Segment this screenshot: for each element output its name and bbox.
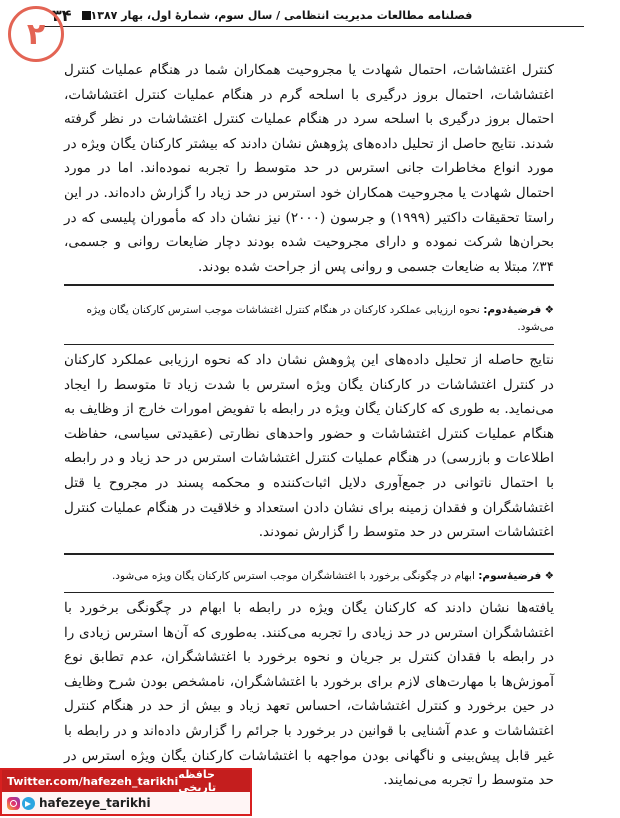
watermark-twitter-row xyxy=(2,770,250,792)
divider xyxy=(64,592,554,593)
telegram-icon xyxy=(22,797,35,810)
social-watermark xyxy=(0,768,252,816)
hypothesis-2-text: نحوه ارزیابی عملکرد کارکنان در هنگام کنترل اغتشاشات موجب استرس کارکنان یگان ویژه می‌شود. xyxy=(86,304,554,333)
page-header xyxy=(40,4,584,27)
badge-number: ۲ xyxy=(26,16,46,52)
body-paragraph-3: یافته‌ها نشان دادند که کارکنان یگان ویژه در رابطه با ابهام در چگونگی برخورد با اغتشاشگران استرس در حد زیادی را تجربه می‌کنند. به‌طوری که آن‌ها استرس زیادی را در رابطه با فقدان کنترل بر جریان و نحوه برخورد با اغتشاشگران، عدم تطابق نوع آموزش‌ها با مهارت‌های لازم برای برخورد با اغتشاشگران، نامشخص بودن شرح وظایف در حین برخورد و کنترل اغتشاشات، احساس تعهد زیاد و بیش از حد در هنگام کنترل اغتشاشات و عدم آشنایی با قوانین در برخورد با جرائم را گزارش داده‌اند و در رابطه با غیر قابل پیش‌بینی و ناگهانی بودن مواجهه با اغتشاشات کارکنان یگان ویژه استرس در حد متوسط را تجربه می‌نمایند. xyxy=(64,600,554,789)
instagram-icon xyxy=(7,797,20,810)
hypothesis-3-text: ابهام در چگونگی برخورد با اغتشاشگران موجب استرس کارکنان یگان ویژه می‌شود. xyxy=(111,570,475,582)
diamond-bullet-icon: ❖ xyxy=(541,304,554,316)
hypothesis-3 xyxy=(64,568,554,585)
hypothesis-2-label: فرضیهٔ‌دوم: xyxy=(483,304,542,316)
journal-title: فصلنامه مطالعات مدیریت انتظامی / سال سوم، شمارهٔ اول، بهار ۱۳۸۷ xyxy=(90,8,473,22)
hypothesis-2 xyxy=(64,302,554,336)
body-paragraph-2: نتایج حاصله از تحلیل داده‌های این پژوهش نشان داد که نحوه ارزیابی عملکرد کارکنان در کنترل اغتشاشات در کارکنان یگان ویژه استرس با شدت زیاد تا متوسط را ایجاد می‌نماید. به طوری که کارکنان یگان ویژه در رابطه با تفویض امورات خارج از وظایف به هنگام عملیات کنترل اغتشاشات و حضور واحدهای نظارتی (عقیدتی سیاسی، حفاظت اطلاعات و بازرسی) در هنگام عملیات کنترل اغتشاشات استرس در حد زیاد و در رابطه با احتمال ناتوانی در جمع‌آوری دلایل اثبات‌کننده و محکمه پسند در مجروح یا قتل اغتشاشگران و فقدان زمینه برای نشان دادن استعداد و خلاقیت در هنگام عملیات کنترل اغتشاشات استرس در حد متوسط را گزارش نمودند. xyxy=(64,352,554,541)
page-number: ۳۴ xyxy=(52,5,72,25)
twitter-handle: Twitter.com/hafezeh_tarikhi xyxy=(7,774,179,788)
brand-name: حافظه تاریخی xyxy=(178,768,217,794)
instagram-handle: hafezeye_tarikhi xyxy=(39,796,151,810)
watermark-instagram-row xyxy=(2,792,250,814)
circled-number-badge xyxy=(8,6,64,62)
divider xyxy=(64,284,554,286)
divider xyxy=(64,553,554,555)
square-bullet-icon xyxy=(82,11,91,20)
body-paragraph-1: کنترل اغتشاشات، احتمال شهادت یا مجروحیت همکاران شما در هنگام عملیات کنترل اغتشاشات، احتمال بروز درگیری با اسلحه گرم در هنگام عملیات کنترل اغتشاشات، احتمال بروز درگیری با اسلحه سرد در هنگام عملیات کنترل اغتشاشات در نظر گرفته شدند. نتایج حاصل از تحلیل داده‌های پژوهش نشان دادند که بیشتر کارکنان یگان ویژه در مورد انواع مخاطرات جانی استرس در حد متوسط را تجربه نموده‌اند. اما در مورد احتمال شهادت یا مجروحیت همکاران خود استرس در حد زیاد را گزارش داده‌اند. در این راستا تحقیقات داکتیر (۱۹۹۹) و جرسون (۲۰۰۰) نیز نشان داد که مأموران پلیسی که در بحران‌ها شرکت نموده و دارای مجروحیت شده بودند دچار ضایعات روانی و جسمی، ۳۴٪ مبتلا به ضایعات جسمی و روانی پس از جراحت شده بودند. xyxy=(64,62,554,275)
divider xyxy=(64,344,554,345)
hypothesis-3-label: فرضیهٔ‌سوم: xyxy=(478,570,542,582)
diamond-bullet-icon: ❖ xyxy=(541,570,554,582)
